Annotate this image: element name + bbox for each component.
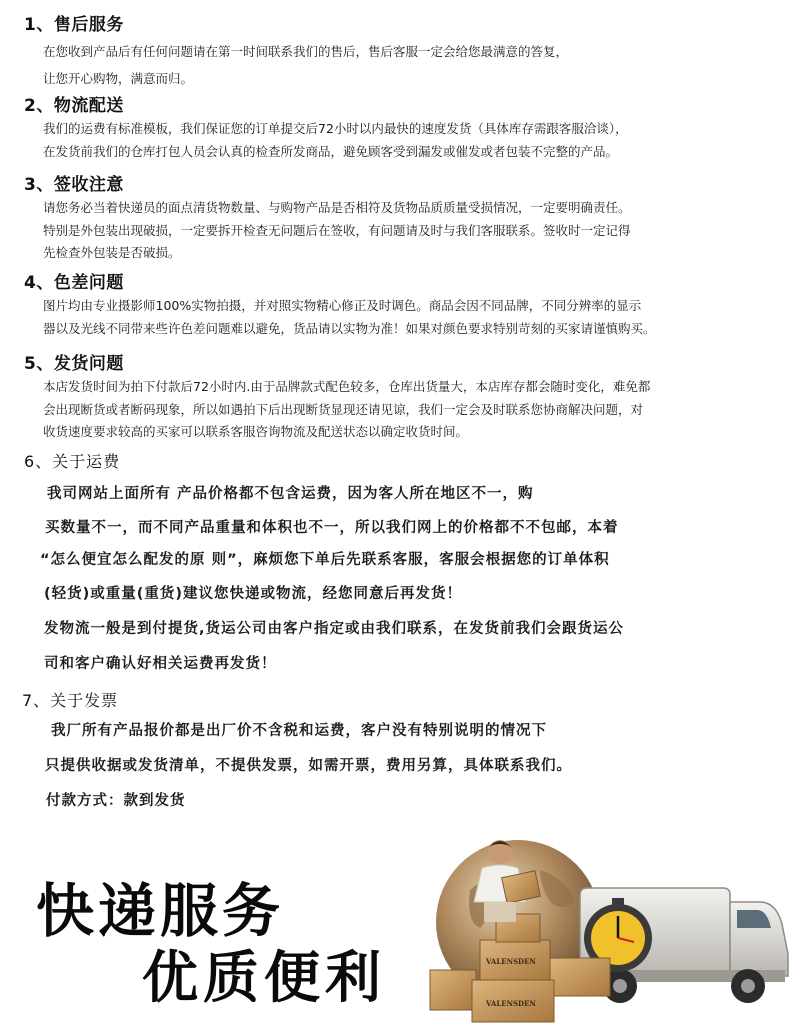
section-color-difference	[0, 268, 790, 338]
section-title: 5、发货问题	[24, 354, 124, 374]
paragraph-line: 收货速度要求较高的买家可以联系客服咨询物流及配送状态以确定收货时间。	[43, 424, 469, 439]
section-shipping	[0, 349, 790, 442]
section-receipt-notice	[0, 170, 790, 263]
section-title: 6、关于运费	[24, 452, 121, 471]
paragraph-line: “怎么便宜怎么配发的原 则”，麻烦您下单后先联系客服，客服会根据您的订单体积	[40, 552, 610, 568]
section-title: 7、关于发票	[22, 691, 119, 710]
paragraph-line: 在您收到产品后有任何问题请在第一时间联系我们的售后，售后客服一定会给您最满意的答复，	[43, 44, 569, 59]
paragraph-line: 先检查外包装是否破损。	[43, 245, 181, 260]
paragraph-line: 我司网站上面所有 产品价格都不包含运费，因为客人所在地区不一，购	[47, 486, 534, 502]
paragraph-line: 器以及光线不同带来些许色差问题难以避免，货品请以实物为准！如果对颜色要求特别苛刻的买家请谨慎购买。	[43, 320, 656, 336]
box-brand-label: VALENSDEN	[486, 957, 536, 966]
section-after-sales	[0, 10, 790, 88]
banner-slogan: 快递服务	[36, 877, 285, 945]
section-logistics	[0, 91, 790, 161]
paragraph-line: 买数量不一，而不同产品重量和体积也不一，所以我们网上的价格都不不包邮，本着	[45, 520, 619, 536]
paragraph-line: 只提供收据或发货清单，不提供发票，如需开票，费用另算，具体联系我们。	[45, 758, 572, 774]
paragraph-line: (轻货)或重量(重货)建议您快递或物流，经您同意后再发货！	[44, 586, 463, 602]
banner-slogan: 优质便利	[142, 946, 386, 1011]
section-title: 1、售后服务	[24, 15, 124, 35]
payment-method: 付款方式：款到发货	[46, 793, 186, 809]
delivery-illustration	[400, 830, 790, 1036]
section-invoice	[0, 688, 790, 809]
section-title: 2、物流配送	[24, 96, 124, 116]
paragraph-line: 特别是外包装出现破损，一定要拆开检查无问题后在签收，有问题请及时与我们客服联系。签收时一定记得	[43, 222, 631, 238]
paragraph-line: 我厂所有产品报价都是出厂价不含税和运费，客户没有特别说明的情况下	[51, 723, 547, 739]
box-brand-label: VALENSDEN	[486, 999, 536, 1008]
express-service-banner	[0, 830, 790, 1036]
paragraph-line: 发物流一般是到付提货,货运公司由客户指定或由我们联系，在发货前我们会跟货运公	[44, 621, 625, 637]
paragraph-line: 在发货前我们的仓库打包人员会认真的检查所发商品，避免顾客受到漏发或催发或者包装不完整的产品。	[43, 143, 619, 159]
paragraph-line: 本店发货时间为拍下付款后72小时内.由于品牌款式配色较多，仓库出货量大，本店库存都会随时变化，难免都	[43, 379, 651, 394]
paragraph-line: 请您务必当着快递员的面点清货物数量、与购物产品是否相符及货物品质质量受损情况，一定要明确责任。	[43, 200, 631, 215]
section-title: 4、色差问题	[24, 273, 124, 293]
paragraph-line: 会出现断货或者断码现象，所以如遇拍下后出现断货显现还请见谅，我们一定会及时联系您协商解决问题，对	[43, 401, 644, 417]
section-title: 3、签收注意	[24, 175, 124, 195]
paragraph-line: 司和客户确认好相关运费再发货！	[44, 656, 277, 672]
section-freight	[0, 449, 790, 672]
paragraph-line: 图片均由专业摄影师100%实物拍摄，并对照实物精心修正及时调色。商品会因不同品牌，不同分辨率的显示	[43, 298, 642, 313]
paragraph-line: 让您开心购物，满意而归。	[43, 70, 194, 86]
paragraph-line: 我们的运费有标准模板，我们保证您的订单提交后72小时以内最快的速度发货（具体库存需跟客服洽谈），	[43, 121, 628, 136]
